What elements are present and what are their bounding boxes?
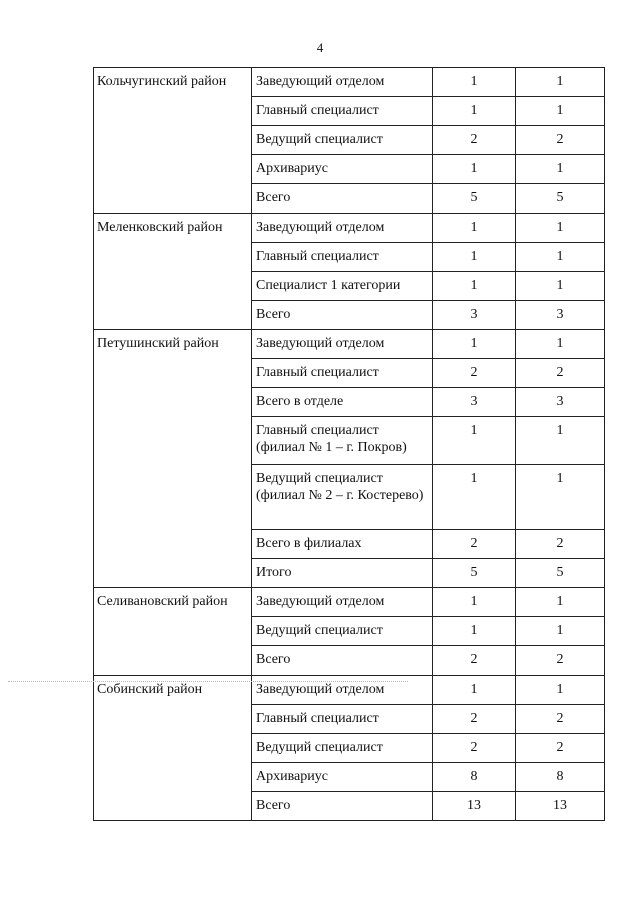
count-cell: 2 bbox=[433, 734, 516, 763]
count-cell: 2 bbox=[516, 705, 605, 734]
count-cell: 1 bbox=[433, 155, 516, 184]
position-cell: Ведущий специалист bbox=[252, 734, 433, 763]
count-cell: 8 bbox=[516, 763, 605, 792]
count-cell: 2 bbox=[516, 530, 605, 559]
position-cell: Заведующий отделом bbox=[252, 588, 433, 617]
position-cell: Всего bbox=[252, 646, 433, 676]
position-cell: Главный специалист bbox=[252, 705, 433, 734]
count-cell: 2 bbox=[516, 646, 605, 676]
table-row bbox=[94, 330, 605, 359]
count-cell: 1 bbox=[433, 588, 516, 617]
count-cell: 2 bbox=[516, 126, 605, 155]
count-cell: 3 bbox=[433, 388, 516, 417]
count-cell: 3 bbox=[516, 301, 605, 330]
count-cell: 2 bbox=[433, 705, 516, 734]
district-cell: Меленковский район bbox=[94, 214, 252, 330]
count-cell: 5 bbox=[516, 184, 605, 214]
count-cell: 1 bbox=[516, 272, 605, 301]
count-cell: 1 bbox=[516, 214, 605, 243]
table-row bbox=[94, 676, 605, 705]
district-cell: Кольчугинский район bbox=[94, 68, 252, 214]
count-cell: 13 bbox=[516, 792, 605, 821]
count-cell: 3 bbox=[433, 301, 516, 330]
district-cell: Собинский район bbox=[94, 676, 252, 821]
scan-artifact-line bbox=[8, 681, 408, 682]
position-cell: Всего bbox=[252, 792, 433, 821]
count-cell: 1 bbox=[516, 465, 605, 530]
count-cell: 1 bbox=[516, 243, 605, 272]
position-cell: Главный специалист bbox=[252, 359, 433, 388]
count-cell: 8 bbox=[433, 763, 516, 792]
count-cell: 5 bbox=[433, 559, 516, 588]
position-cell: Главный специалист bbox=[252, 243, 433, 272]
count-cell: 1 bbox=[433, 272, 516, 301]
page-number: 4 bbox=[316, 40, 324, 55]
position-cell: Ведущий специалист bbox=[252, 126, 433, 155]
count-cell: 1 bbox=[516, 330, 605, 359]
count-cell: 1 bbox=[516, 676, 605, 705]
position-cell: Ведущий специалист bbox=[252, 617, 433, 646]
count-cell: 1 bbox=[516, 68, 605, 97]
position-cell: Главный специалист bbox=[252, 97, 433, 126]
table-row bbox=[94, 214, 605, 243]
position-cell: Заведующий отделом bbox=[252, 214, 433, 243]
position-cell: Архивариус bbox=[252, 763, 433, 792]
count-cell: 1 bbox=[433, 617, 516, 646]
count-cell: 1 bbox=[433, 676, 516, 705]
table-row bbox=[94, 588, 605, 617]
count-cell: 1 bbox=[433, 243, 516, 272]
count-cell: 5 bbox=[516, 559, 605, 588]
staffing-table bbox=[93, 67, 605, 821]
position-cell: Всего bbox=[252, 301, 433, 330]
count-cell: 1 bbox=[516, 155, 605, 184]
count-cell: 1 bbox=[516, 617, 605, 646]
table-row bbox=[94, 68, 605, 97]
count-cell: 1 bbox=[516, 97, 605, 126]
district-cell: Селивановский район bbox=[94, 588, 252, 676]
count-cell: 2 bbox=[516, 359, 605, 388]
count-cell: 5 bbox=[433, 184, 516, 214]
position-cell: Архивариус bbox=[252, 155, 433, 184]
position-cell: Итого bbox=[252, 559, 433, 588]
position-cell: Всего bbox=[252, 184, 433, 214]
count-cell: 2 bbox=[433, 530, 516, 559]
position-cell: Заведующий отделом bbox=[252, 330, 433, 359]
count-cell: 1 bbox=[433, 214, 516, 243]
count-cell: 3 bbox=[516, 388, 605, 417]
position-cell: Заведующий отделом bbox=[252, 676, 433, 705]
position-cell: Всего в отделе bbox=[252, 388, 433, 417]
count-cell: 2 bbox=[433, 646, 516, 676]
count-cell: 2 bbox=[516, 734, 605, 763]
staffing-table-body bbox=[94, 68, 605, 821]
district-cell: Петушинский район bbox=[94, 330, 252, 588]
count-cell: 1 bbox=[516, 588, 605, 617]
count-cell: 1 bbox=[433, 330, 516, 359]
position-cell: Ведущий специалист (филиал № 2 – г. Костерево) bbox=[252, 465, 433, 530]
position-cell: Всего в филиалах bbox=[252, 530, 433, 559]
count-cell: 2 bbox=[433, 126, 516, 155]
count-cell: 2 bbox=[433, 359, 516, 388]
count-cell: 1 bbox=[516, 417, 605, 465]
position-cell: Специалист 1 категории bbox=[252, 272, 433, 301]
count-cell: 13 bbox=[433, 792, 516, 821]
count-cell: 1 bbox=[433, 417, 516, 465]
position-cell: Главный специалист (филиал № 1 – г. Покров) bbox=[252, 417, 433, 465]
position-cell: Заведующий отделом bbox=[252, 68, 433, 97]
count-cell: 1 bbox=[433, 68, 516, 97]
count-cell: 1 bbox=[433, 97, 516, 126]
count-cell: 1 bbox=[433, 465, 516, 530]
